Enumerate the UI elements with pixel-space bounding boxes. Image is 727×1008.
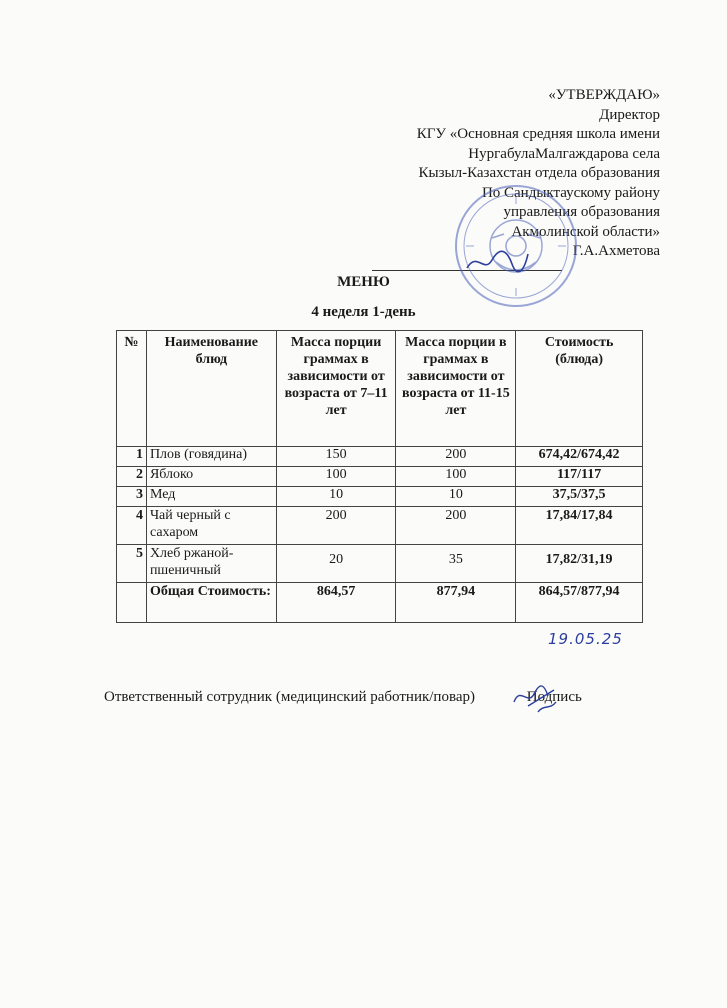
cell-name: Хлеб ржаной-пшеничный [146,545,276,583]
approval-line: По Сандыктаускому району [481,184,660,201]
page-title: МЕНЮ [337,274,390,290]
total-mass2: 877,94 [396,583,516,623]
table-header-row [117,331,643,447]
approval-line: КГУ «Основная средняя школа имени [416,126,660,142]
cell-num: 4 [117,507,147,545]
cell-price: 117/117 [516,467,643,487]
director-signature-icon [462,246,532,276]
responsible-employee-label: Ответственный сотрудник (медицинский работник/повар) [104,689,475,705]
header-num: № [117,331,147,447]
cell-name: Чай черный с сахаром [146,507,276,545]
table-total-row [117,583,643,623]
approval-line: «УТВЕРЖДАЮ» [548,87,660,103]
cell-num-empty [117,583,147,623]
total-label: Общая Стоимость: [146,583,276,623]
approval-line: управления образования [503,204,660,220]
cell-mass1: 10 [276,487,396,507]
menu-table [116,330,643,623]
table-row [117,447,643,467]
cell-mass2: 200 [396,507,516,545]
cell-num: 5 [117,545,147,583]
cell-name: Плов (говядина) [146,447,276,467]
total-mass1: 864,57 [276,583,396,623]
cell-mass1: 20 [276,545,396,583]
header-mass-7-11: Масса порции граммах в зависимости от возраста от 7–11 лет [276,331,396,447]
header-name: Наименование блюд [146,331,276,447]
director-name: Г.А.Ахметова [572,243,660,259]
table-row [117,487,643,507]
cell-name: Мед [146,487,276,507]
cell-num: 1 [117,447,147,467]
cell-mass2: 100 [396,467,516,487]
handwritten-date: 19.05.25 [548,630,623,648]
cell-price: 17,82/31,19 [516,545,643,583]
approval-line: Директор [599,106,660,123]
employee-signature-icon [508,676,564,716]
cell-mass1: 100 [276,467,396,487]
page-subtitle: 4 неделя 1-день [311,304,416,320]
header-mass-11-15: Масса порции в граммах в зависимости от возраста от 11-15 лет [396,331,516,447]
cell-mass2: 200 [396,447,516,467]
cell-price: 37,5/37,5 [516,487,643,507]
approval-line: НургабулаМалгаждарова села [468,145,660,162]
header-price: Стоимость (блюда) [516,331,643,447]
table-row [117,467,643,487]
cell-mass2: 35 [396,545,516,583]
cell-price: 674,42/674,42 [516,447,643,467]
signature-label: Подпись [526,689,582,705]
cell-name: Яблоко [146,467,276,487]
cell-num: 2 [117,467,147,487]
total-price: 864,57/877,94 [516,583,643,623]
approval-line: Акмолинской области» [511,223,660,240]
approval-line: Кызыл-Казахстан отдела образования [418,165,660,181]
cell-mass2: 10 [396,487,516,507]
cell-mass1: 150 [276,447,396,467]
cell-price: 17,84/17,84 [516,507,643,545]
table-row [117,507,643,545]
table-row [117,545,643,583]
cell-mass1: 200 [276,507,396,545]
cell-num: 3 [117,487,147,507]
